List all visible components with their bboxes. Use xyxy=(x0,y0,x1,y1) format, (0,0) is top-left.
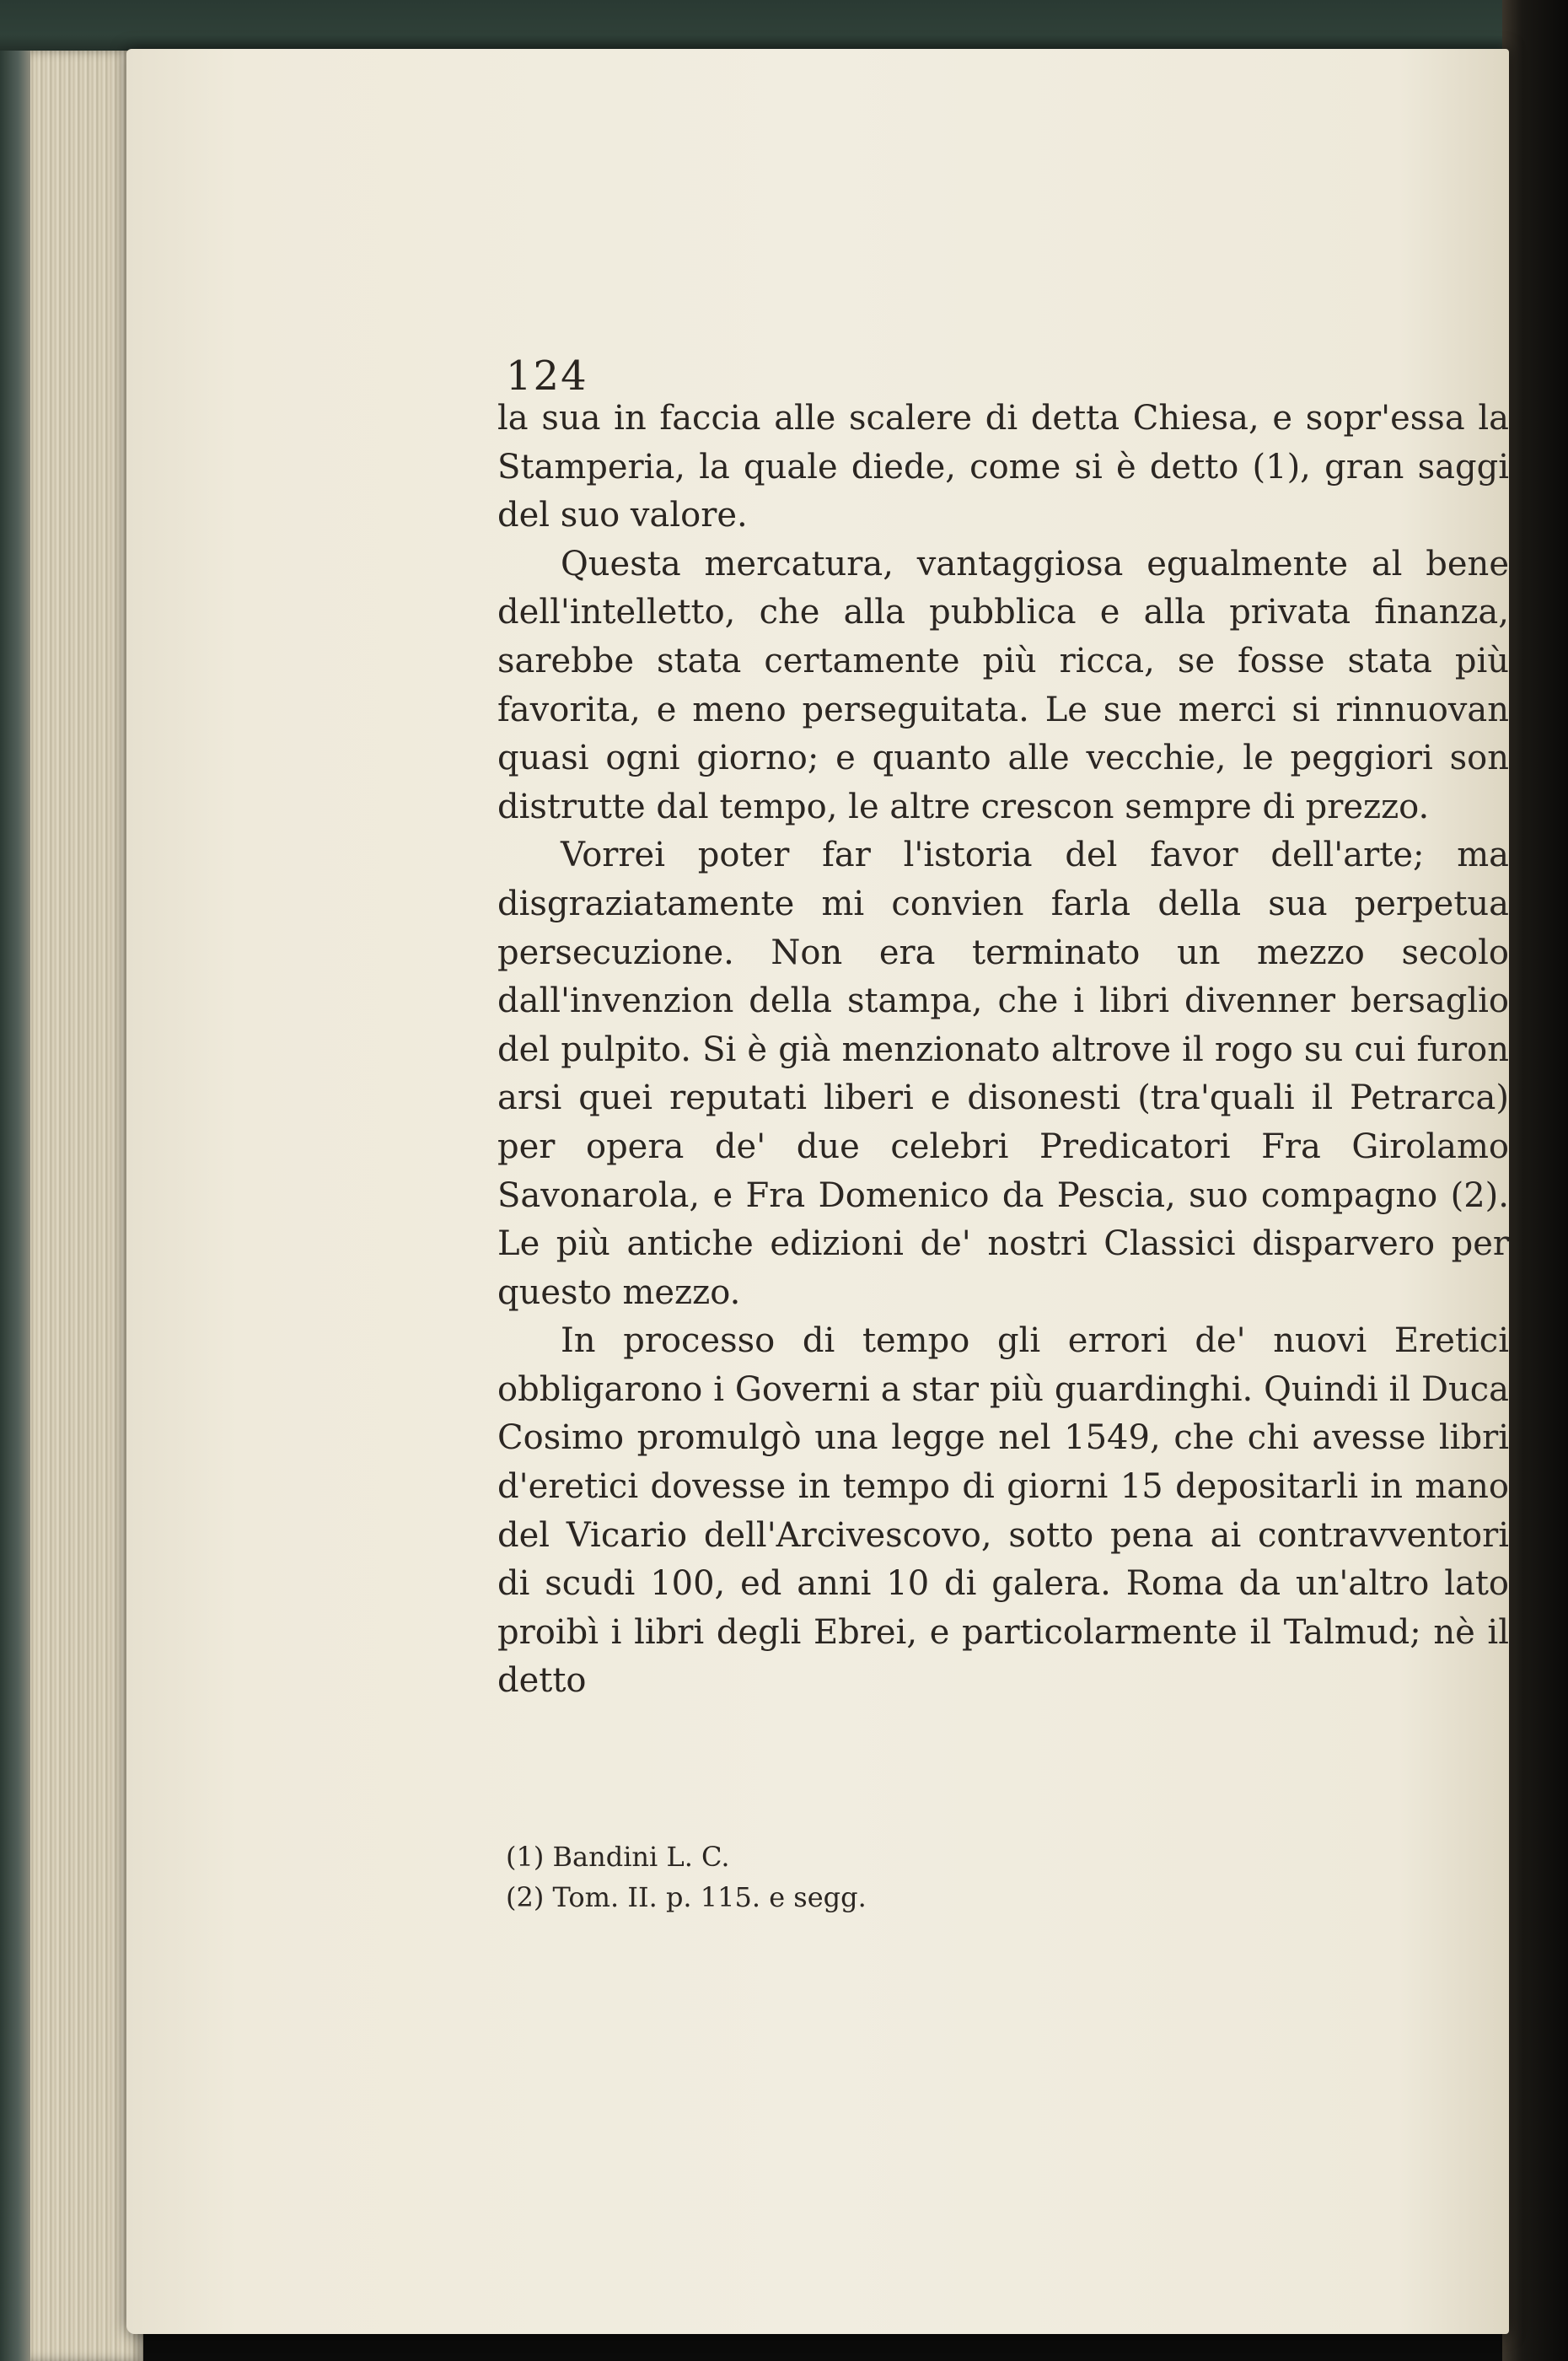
footnote-1: (1) Bandini L. C. xyxy=(506,1841,730,1873)
paragraph-2: Questa mercatura, vantaggiosa egualmente al bene dell'intelletto, che alla pubblica e alla privata finanza, sarebbe stata certamente più ricca, se fosse stata più favorita, e meno perseguitata. Le sue merci si rinnuovan quasi ogni giorno; e quanto alle vecchie, le peggiori son distrutte dal tempo, le altre crescon sempre di prezzo. xyxy=(497,544,1509,826)
footnote-2: (2) Tom. II. p. 115. e segg. xyxy=(506,1881,867,1913)
book-page-stack xyxy=(0,51,143,2361)
paragraph-3: Vorrei poter far l'istoria del favor dell'arte; ma disgraziatamente mi convien farla della sua perpetua persecuzione. Non era terminato un mezzo secolo dall'invenzion della stampa, che i libri divenner bersaglio del pulpito. Si è già menzionato altrove il rogo su cui furon arsi quei reputati liberi e disonesti (tra'quali il Petrarca) per opera de' due celebri Predicatori Fra Girolamo Savonarola, e Fra Domenico da Pescia, suo compagno (2). Le più antiche edizioni de' nostri Classici disparvero per questo mezzo. xyxy=(497,836,1509,1312)
book-cover-right-edge xyxy=(1502,0,1568,2361)
footnotes xyxy=(506,1837,1265,1917)
page-number: 124 xyxy=(506,352,588,400)
paragraph-4: In processo di tempo gli errori de' nuovi Eretici obbligarono i Governi a star più guardinghi. Quindi il Duca Cosimo promulgò una legge nel 1549, che chi avesse libri d'eretici dovesse in tempo di giorni 15 depositarli in mano del Vicario dell'Arcivescovo, sotto pena ai contravventori di scudi 100, ed anni 10 di galera. Roma da un'altro lato proibì i libri degli Ebrei, e particolarmente il Talmud; nè il detto xyxy=(497,1321,1509,1701)
paragraph-1: la sua in faccia alle scalere di detta Chiesa, e sopr'essa la Stamperia, la quale diede, come si è detto (1), gran saggi del suo valore. xyxy=(497,399,1509,535)
book-page xyxy=(126,49,1509,2334)
page-body xyxy=(497,395,1509,1706)
